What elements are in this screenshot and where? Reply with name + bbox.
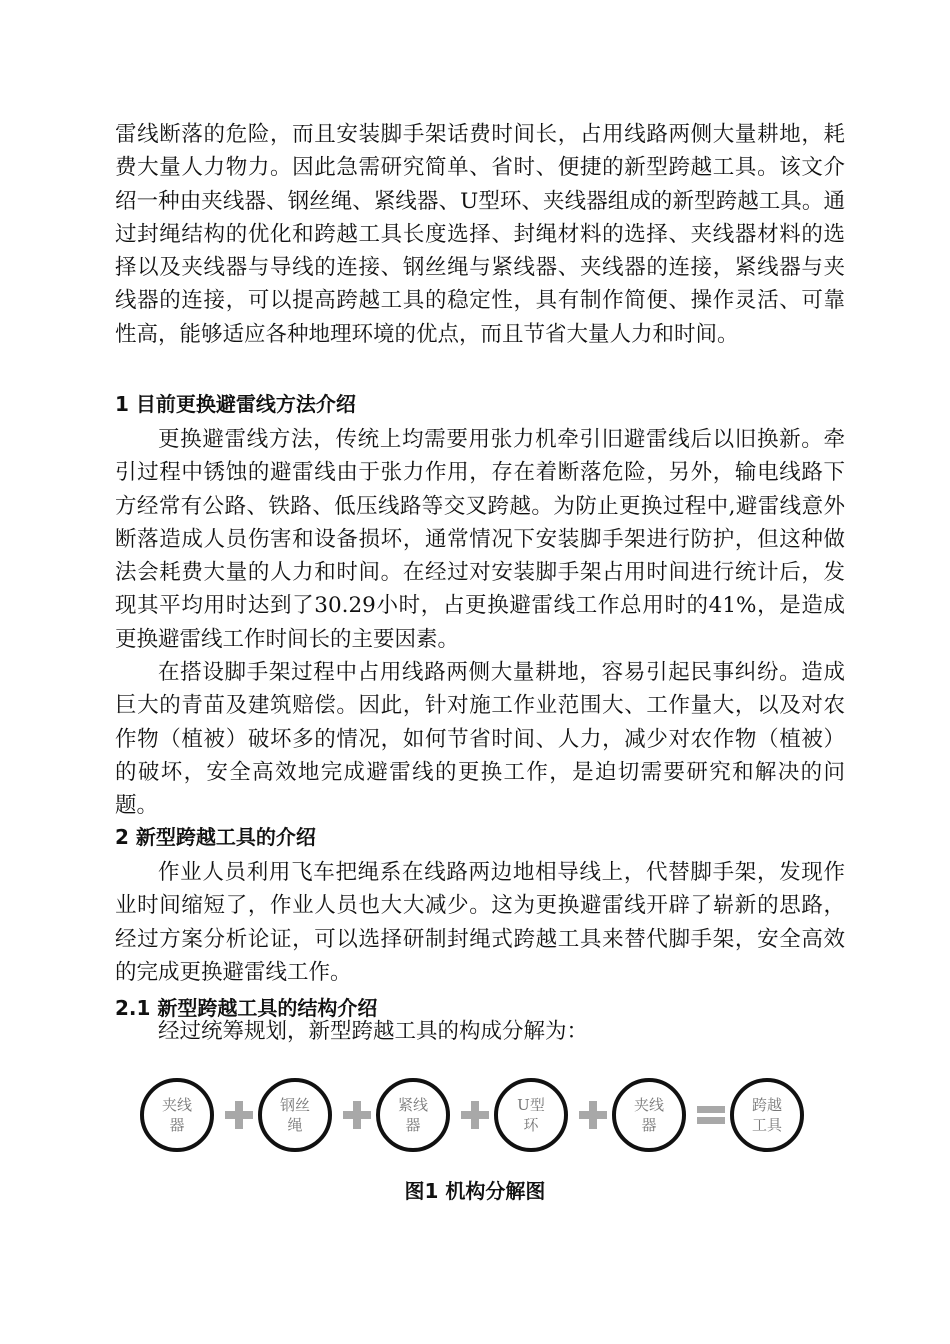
figure-caption: 图1 机构分解图 bbox=[404, 1179, 546, 1203]
paragraph-new-tool: 作业人员利用飞车把绳系在线路两边地相导线上，代替脚手架，发现作业时间缩短了，作业人员也大大减少。这为更换避雷线开辟了崭新的思路，经过方案分析论证，可以选择研制封绳式跨越工具来替代脚手架，安全高效的完成更换避雷线工作。 bbox=[115, 860, 845, 985]
equals-icon bbox=[693, 1097, 729, 1133]
diagram-node-crossing-tool: 跨越工具 bbox=[730, 1078, 804, 1152]
plus-icon bbox=[339, 1097, 375, 1133]
diagram-node-tightener: 紧线器 bbox=[376, 1078, 450, 1152]
diagram-node-clamp: 夹线器 bbox=[140, 1078, 214, 1152]
paragraph-problem: 在搭设脚手架过程中占用线路两侧大量耕地，容易引起民事纠纷。造成巨大的青苗及建筑赔偿。因此，针对施工作业范围大、工作量大，以及对农作物（植被）破坏多的情况，如何节省时间、人力，减少对农作物（植被）的破坏，安全高效地完成避雷线的更换工作，是迫切需要研究和解决的问题。 bbox=[115, 660, 845, 819]
diagram-node-u-ring: U型环 bbox=[494, 1078, 568, 1152]
section-heading-1: 1 目前更换避雷线方法介绍 bbox=[115, 392, 356, 416]
diagram-node-wire-rope: 钢丝绳 bbox=[258, 1078, 332, 1152]
paragraph-composition: 经过统筹规划，新型跨越工具的构成分解为： bbox=[158, 1019, 589, 1044]
section-heading-2-1: 2.1 新型跨越工具的结构介绍 bbox=[115, 996, 378, 1020]
plus-icon bbox=[457, 1097, 493, 1133]
paragraph-method: 更换避雷线方法，传统上均需要用张力机牵引旧避雷线后以旧换新。牵引过程中锈蚀的避雷线由于张力作用，存在着断落危险，另外，输电线路下方经常有公路、铁路、低压线路等交叉跨越。为防止更换过程中,避雷线意外断落造成人员伤害和设备损坏，通常情况下安装脚手架进行防护，但这种做法会耗费大量的人力和时间。在经过对安装脚手架占用时间进行统计后，发现其平均用时达到了30.29小时，占更换避雷线工作总用时的41%，是造成更换避雷线工作时间长的主要因素。 bbox=[115, 427, 845, 652]
diagram-node-clamp-2: 夹线器 bbox=[612, 1078, 686, 1152]
mechanism-decomposition-diagram bbox=[140, 1078, 820, 1158]
plus-icon bbox=[221, 1097, 257, 1133]
paragraph-intro: 雷线断落的危险，而且安装脚手架话费时间长，占用线路两侧大量耕地，耗费大量人力物力。因此急需研究简单、省时、便捷的新型跨越工具。该文介绍一种由夹线器、钢丝绳、紧线器、U型环、夹线器组成的新型跨越工具。通过封绳结构的优化和跨越工具长度选择、封绳材料的选择、夹线器材料的选择以及夹线器与导线的连接、钢丝绳与紧线器、夹线器的连接，紧线器与夹线器的连接，可以提高跨越工具的稳定性，具有制作简便、操作灵活、可靠性高，能够适应各种地理环境的优点，而且节省大量人力和时间。 bbox=[115, 122, 845, 347]
plus-icon bbox=[575, 1097, 611, 1133]
section-heading-2: 2 新型跨越工具的介绍 bbox=[115, 825, 316, 849]
